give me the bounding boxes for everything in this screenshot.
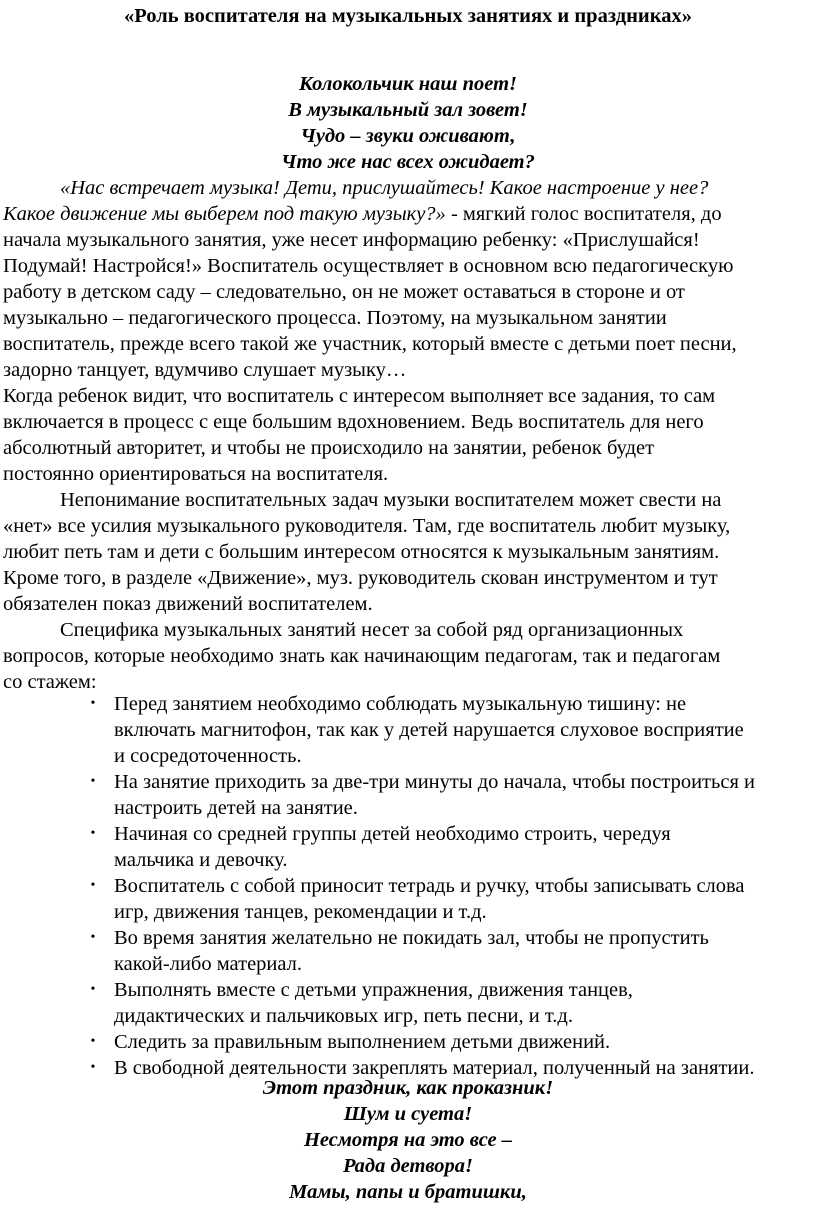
text-line: Специфика музыкальных занятий несет за собой ряд организационных <box>60 619 684 641</box>
text-line: В свободной деятельности закреплять материал, полученный на занятии. <box>114 1057 755 1079</box>
text-line: вопросов, которые необходимо знать как начинающим педагогам, так и педагогам <box>3 645 721 667</box>
paragraph-2 <box>3 383 813 487</box>
bullet-icon: • <box>90 826 96 841</box>
list-item <box>0 977 816 1029</box>
list-item <box>0 925 816 977</box>
text-line: Когда ребенок видит, что воспитатель с интересом выполняет все задания, то сам <box>3 385 716 407</box>
bullet-icon: • <box>90 982 96 997</box>
text-span: - мягкий голос воспитателя, до <box>445 203 722 225</box>
text-line: мальчика и девочку. <box>114 849 288 871</box>
text-line: игр, движения танцев, рекомендации и т.д. <box>114 901 487 923</box>
poem-line: Что же нас всех ожидает? <box>281 151 535 173</box>
text-line: Следить за правильным выполнением детьми движений. <box>114 1031 611 1053</box>
poem-line: Несмотря на это все – <box>303 1129 512 1151</box>
list-item <box>0 769 816 821</box>
text-line: и сосредоточенность. <box>114 745 302 767</box>
paragraph-4 <box>3 617 813 695</box>
text-line: Во время занятия желательно не покидать зал, чтобы не пропустить <box>114 927 709 949</box>
poem-line: Мамы, папы и братишки, <box>289 1181 527 1203</box>
text-line: включать магнитофон, так как у детей нарушается слуховое восприятие <box>114 719 744 741</box>
poem-line: Этот праздник, как проказник! <box>262 1077 554 1099</box>
poem-line: Колокольчик наш поет! <box>298 73 517 95</box>
bullet-icon: • <box>90 774 96 789</box>
text-line: Начиная со средней группы детей необходимо строить, чередуя <box>114 823 671 845</box>
text-line: начала музыкального занятия, уже несет информацию ребенку: «Прислушайся! <box>3 229 700 251</box>
text-line: Кроме того, в разделе «Движение», муз. руководитель скован инструментом и тут <box>3 567 718 589</box>
italic-quote: Какое движение мы выберем под такую музыку?» <box>3 203 446 225</box>
text-line <box>3 201 813 227</box>
text-line: Непонимание воспитательных задач музыки воспитателем может свести на <box>60 489 722 511</box>
text-line: дидактических и пальчиковых игр, петь песни, и т.д. <box>114 1005 573 1027</box>
text-line: обязателен показ движений воспитателем. <box>3 593 373 615</box>
text-line: постоянно ориентироваться на воспитателя. <box>3 463 389 485</box>
text-line: задорно танцует, вдумчиво слушает музыку… <box>3 359 407 381</box>
text-line: Воспитатель с собой приносит тетрадь и ручку, чтобы записывать слова <box>114 875 745 897</box>
text-line: музыкально – педагогического процесса. Поэтому, на музыкальном занятии <box>3 307 667 329</box>
document-title: «Роль воспитателя на музыкальных занятиях и праздниках» <box>124 5 692 27</box>
list-item <box>0 873 816 925</box>
text-line: На занятие приходить за две-три минуты до начала, чтобы построиться и <box>114 771 755 793</box>
list-item <box>0 1029 816 1055</box>
text-line: «нет» все усилия музыкального руководителя. Там, где воспитатель любит музыку, <box>3 515 731 537</box>
text-line: «Нас встречает музыка! Дети, прислушайтесь! Какое настроение у нее? <box>60 177 709 199</box>
bullet-list <box>0 691 816 1081</box>
text-line: Подумай! Настройся!» Воспитатель осуществляет в основном всю педагогическую <box>3 255 734 277</box>
text-line: воспитатель, прежде всего такой же участник, который вместе с детьми поет песни, <box>3 333 737 355</box>
text-line: со стажем: <box>3 671 97 693</box>
bullet-icon: • <box>90 930 96 945</box>
bullet-icon: • <box>90 1034 96 1049</box>
text-line: Перед занятием необходимо соблюдать музыкальную тишину: не <box>114 693 687 715</box>
text-line: абсолютный авторитет, и чтобы не происходило на занятии, ребенок будет <box>3 437 655 459</box>
text-line: любит петь там и дети с большим интересом относятся к музыкальным занятиям. <box>3 541 720 563</box>
bullet-icon: • <box>90 878 96 893</box>
list-item <box>0 691 816 769</box>
poem-intro <box>0 71 816 175</box>
poem-line: Рада детвора! <box>342 1155 474 1177</box>
text-line: Выполнять вместе с детьми упражнения, движения танцев, <box>114 979 633 1001</box>
bullet-icon: • <box>90 696 96 711</box>
text-line: какой-либо материал. <box>114 953 303 975</box>
text-line: настроить детей на занятие. <box>114 797 358 819</box>
bullet-icon: • <box>90 1060 96 1075</box>
text-line: включается в процесс с еще большим вдохновением. Ведь воспитатель для него <box>3 411 704 433</box>
poem-line: Чудо – звуки оживают, <box>300 125 516 147</box>
poem-outro <box>0 1075 816 1205</box>
poem-line: Шум и суета! <box>343 1103 473 1125</box>
poem-line: В музыкальный зал зовет! <box>288 99 528 121</box>
paragraph-1 <box>3 175 813 383</box>
paragraph-3 <box>3 487 813 617</box>
text-line: работу в детском саду – следовательно, он не может оставаться в стороне и от <box>3 281 685 303</box>
list-item <box>0 821 816 873</box>
